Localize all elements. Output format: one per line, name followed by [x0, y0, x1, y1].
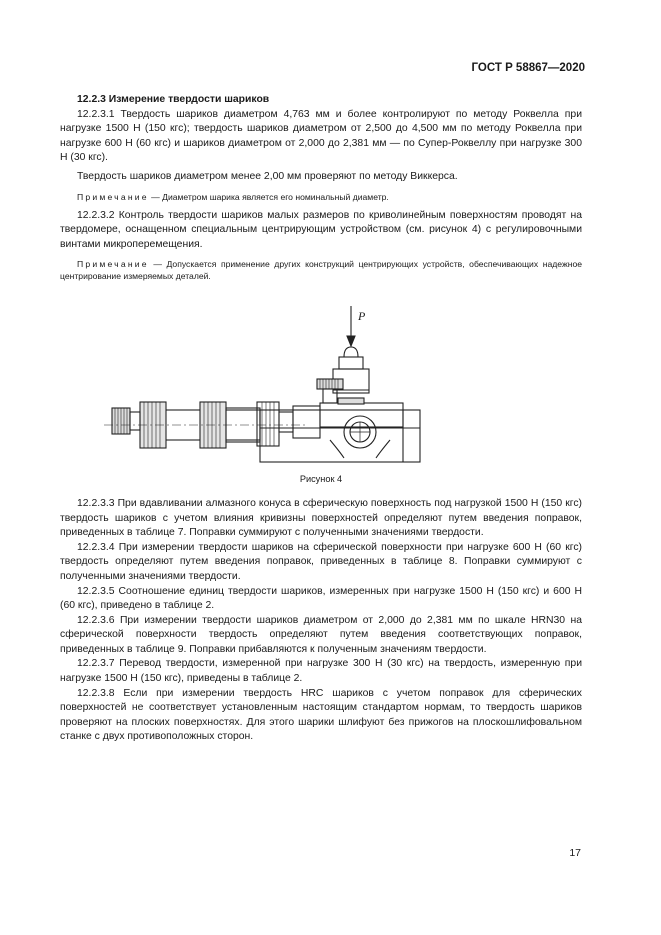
paragraph-12-2-3-1: 12.2.3.1 Твердость шариков диаметром 4,763 мм и более контролируют по методу Роквелла при нагрузке 1500 Н (150 кгс); твердость шариков диаметром от 2,500 до 4,500 мм по методу Роквелла при нагрузке 600 Н (60 кгс) и шариков диаметром от 2,000 до 2,381 мм — по Супер-Роквеллу при нагрузке 300 Н (30 кгс). — [60, 108, 582, 164]
paragraph-12-2-3-6: 12.2.3.6 При измерении твердости шариков диаметром от 2,000 до 2,381 мм по шкале HRN30 на сферической поверхности твердость определяют путем введения соответствующих поправок, приведенных в таблице 9. Поправки прибавляются к полученным значениям твердости. — [60, 614, 582, 655]
note-1 — [60, 191, 582, 203]
note-text: — Допускается применение других конструкций центрирующих устройств, обеспечивающих надежное центрирование измеряемых деталей. — [60, 259, 582, 282]
page-content — [60, 93, 582, 745]
note-label: Примечание — [77, 191, 149, 202]
note-text: — Диаметром шарика является его номинальный диаметр. — [148, 191, 389, 202]
load-label: P — [358, 309, 366, 324]
paragraph-12-2-3-7: 12.2.3.7 Перевод твердости, измеренной при нагрузке 300 Н (30 кгс) на твердость, измеренную при нагрузке 1500 Н (150 кгс), приведены в таблице 2. — [60, 658, 582, 685]
paragraph-12-2-3-3: 12.2.3.3 При вдавливании алмазного конуса в сферическую поверхность под нагрузкой 1500 Н (150 кгс) твердость шариков с учетом влияния кривизны поверхностей определяют путем введения поправок, приведенных в таблице 7. Поправки суммируют с полученными значениями твердости. — [60, 497, 582, 539]
note-2 — [60, 258, 582, 282]
paragraph-12-2-3-5: 12.2.3.5 Соотношение единиц твердости шариков, измеренных при нагрузке 1500 Н (150 кгс) и 600 Н (60 кгс), приведено в таблице 2. — [60, 585, 582, 612]
paragraph-12-2-3-2: 12.2.3.2 Контроль твердости шариков малых размеров по криволинейным поверхностям проводят на твердомере, оснащенном специальным центрирующим устройством (см. рисунок 4) с регулировочными винтами микроперемещения. — [60, 209, 582, 250]
centering-device-drawing — [60, 290, 582, 470]
paragraph-12-2-3-8: 12.2.3.8 Если при измерении твердость HRC шариков с учетом поправок для сферических поверхностей не соответствует установленным настоящим стандартом нормам, то твердость шариков проверяют на плоских поверхностях. Для этого шарики шлифуют без прижогов на плоскошлифовальном станке с двух противоположных сторон. — [60, 687, 582, 743]
paragraph-12-2-3-4: 12.2.3.4 При измерении твердости шариков на сферической поверхности при нагрузке 600 Н (60 кгс) твердость определяют путем введения поправок, приведенных в таблице 8. Поправки суммируют с полученными значениями твердости. — [60, 541, 582, 582]
standard-designation: ГОСТ Р 58867—2020 — [471, 62, 585, 74]
note-label: Примечание — [77, 259, 149, 270]
page-number: 17 — [569, 847, 581, 859]
paragraph-vickers: Твердость шариков диаметром менее 2,00 мм проверяют по методу Виккерса. — [77, 170, 458, 182]
figure-caption: Рисунок 4 — [299, 474, 343, 485]
section-title: 12.2.3 Измерение твердости шариков — [77, 94, 270, 105]
figure-centering-device — [60, 290, 582, 470]
